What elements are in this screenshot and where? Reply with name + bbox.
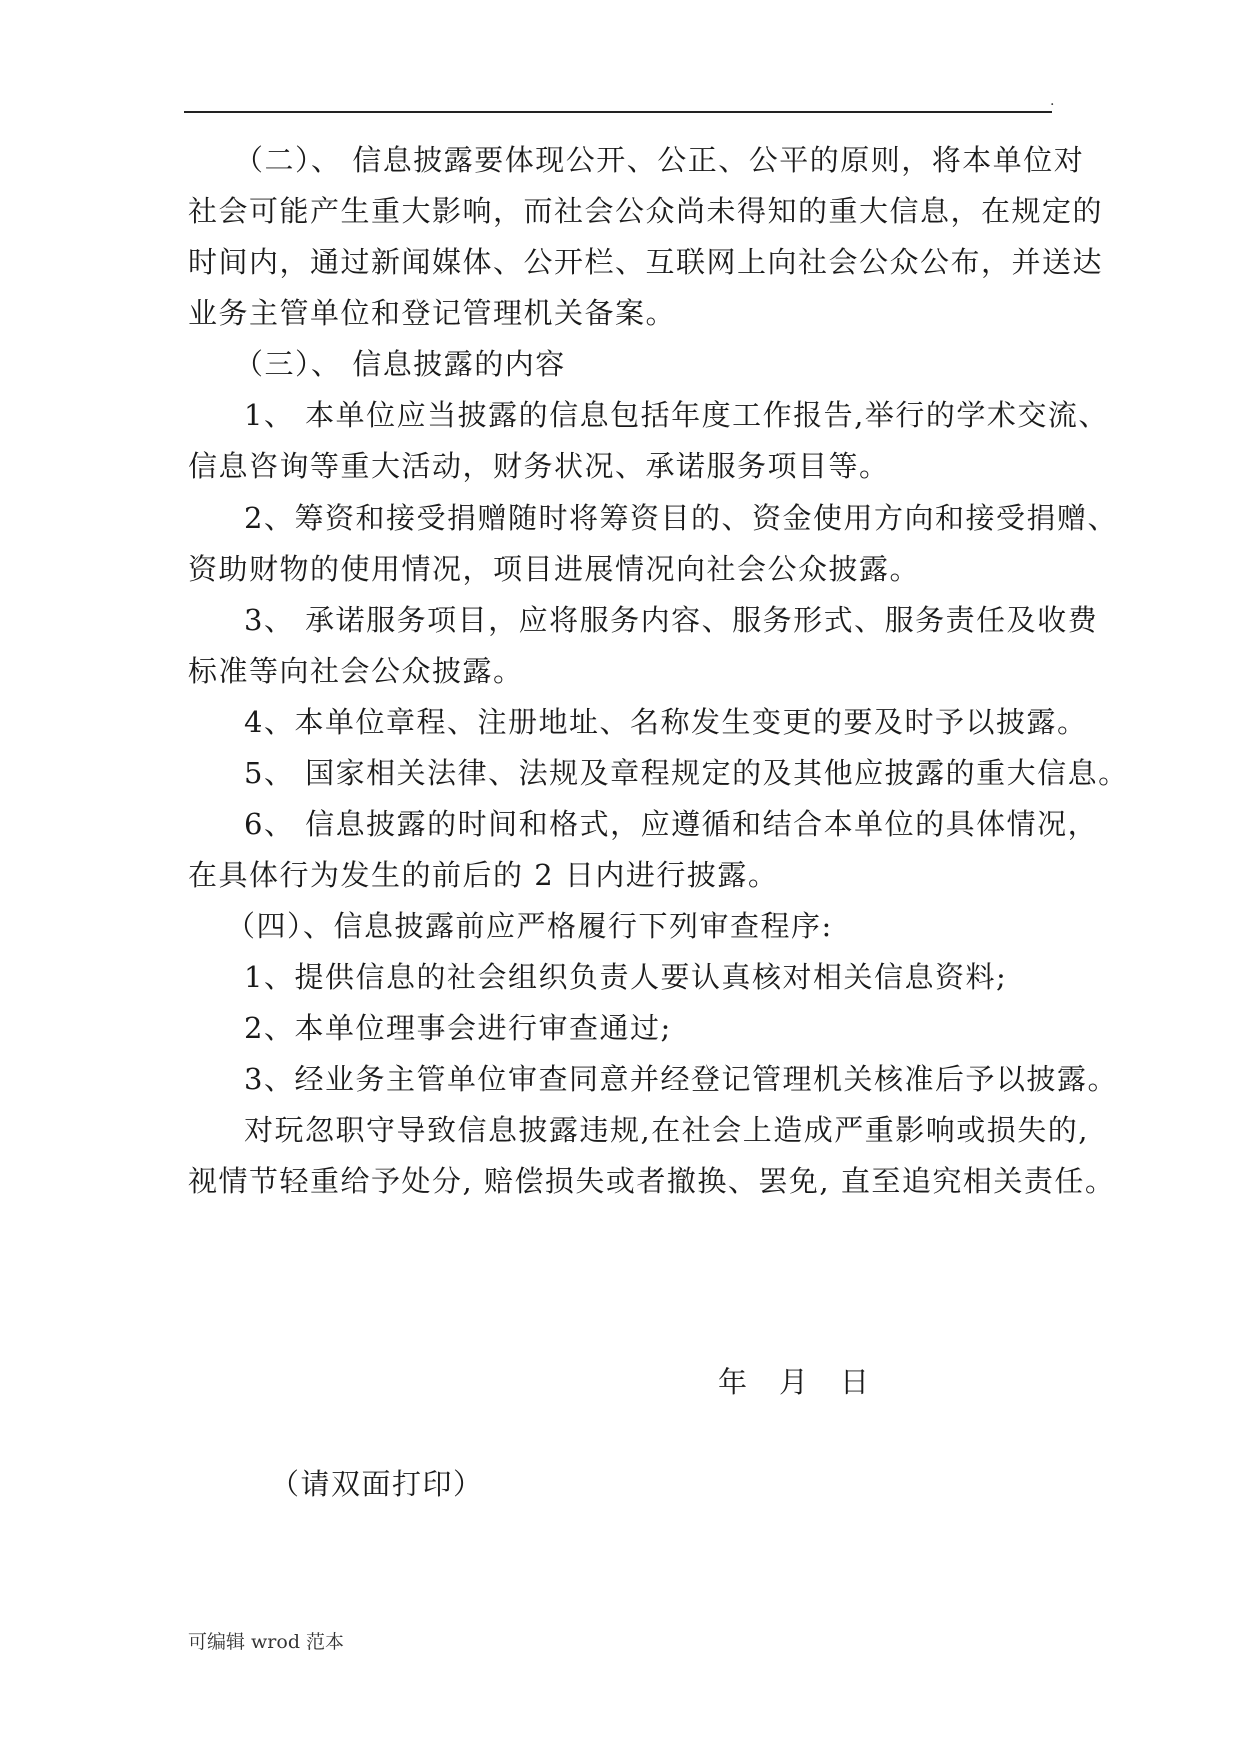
paragraph-line: 5、 国家相关法律、法规及章程规定的及其他应披露的重大信息。: [244, 756, 1129, 790]
paragraph-line: 2、本单位理事会进行审查通过;: [244, 1011, 672, 1045]
paragraph-line: 在具体行为发生的前后的 2 日内进行披露。: [188, 858, 779, 892]
header-rule: [184, 111, 1052, 113]
paragraph-line: 业务主管单位和登记管理机关备案。: [188, 296, 677, 330]
paragraph-line: 视情节轻重给予处分, 赔偿损失或者撤换、罢免, 直至追究相关责任。: [188, 1164, 1116, 1198]
paragraph-line: 对玩忽职守导致信息披露违规,在社会上造成严重影响或损失的,: [244, 1113, 1089, 1147]
paragraph-line: 2、筹资和接受捐赠随时将筹资目的、资金使用方向和接受捐赠、: [244, 501, 1118, 535]
section-heading: （四）、信息披露前应严格履行下列审查程序:: [226, 909, 833, 943]
paragraph-line: 3、经业务主管单位审查同意并经登记管理机关核准后予以披露。: [244, 1062, 1118, 1096]
paragraph-line: 6、 信息披露的时间和格式，应遵循和结合本单位的具体情况，: [244, 807, 1099, 841]
paragraph-line: 资助财物的使用情况，项目进展情况向社会公众披露。: [188, 552, 921, 586]
header-dot: .: [1050, 93, 1055, 109]
print-note: （请双面打印）: [270, 1467, 484, 1501]
date-line: 年 月 日: [718, 1365, 871, 1399]
paragraph-line: 1、 本单位应当披露的信息包括年度工作报告,举行的学术交流、: [244, 398, 1109, 432]
paragraph-line: 标准等向社会公众披露。: [188, 654, 524, 688]
paragraph-line: （二）、 信息披露要体现公开、公正、公平的原则，将本单位对: [234, 143, 1085, 177]
paragraph-line: 3、 承诺服务项目，应将服务内容、服务形式、服务责任及收费: [244, 603, 1099, 637]
section-heading: （三）、 信息披露的内容: [234, 347, 566, 381]
paragraph-line: 社会可能产生重大影响，而社会公众尚未得知的重大信息，在规定的: [188, 194, 1104, 228]
paragraph-line: 时间内，通过新闻媒体、公开栏、互联网上向社会公众公布，并送达: [188, 245, 1104, 279]
footer-text: 可编辑 wrod 范本: [188, 1631, 345, 1653]
paragraph-line: 1、提供信息的社会组织负责人要认真核对相关信息资料;: [244, 960, 1008, 994]
paragraph-line: 信息咨询等重大活动，财务状况、承诺服务项目等。: [188, 449, 890, 483]
paragraph-line: 4、本单位章程、注册地址、名称发生变更的要及时予以披露。: [244, 705, 1088, 739]
